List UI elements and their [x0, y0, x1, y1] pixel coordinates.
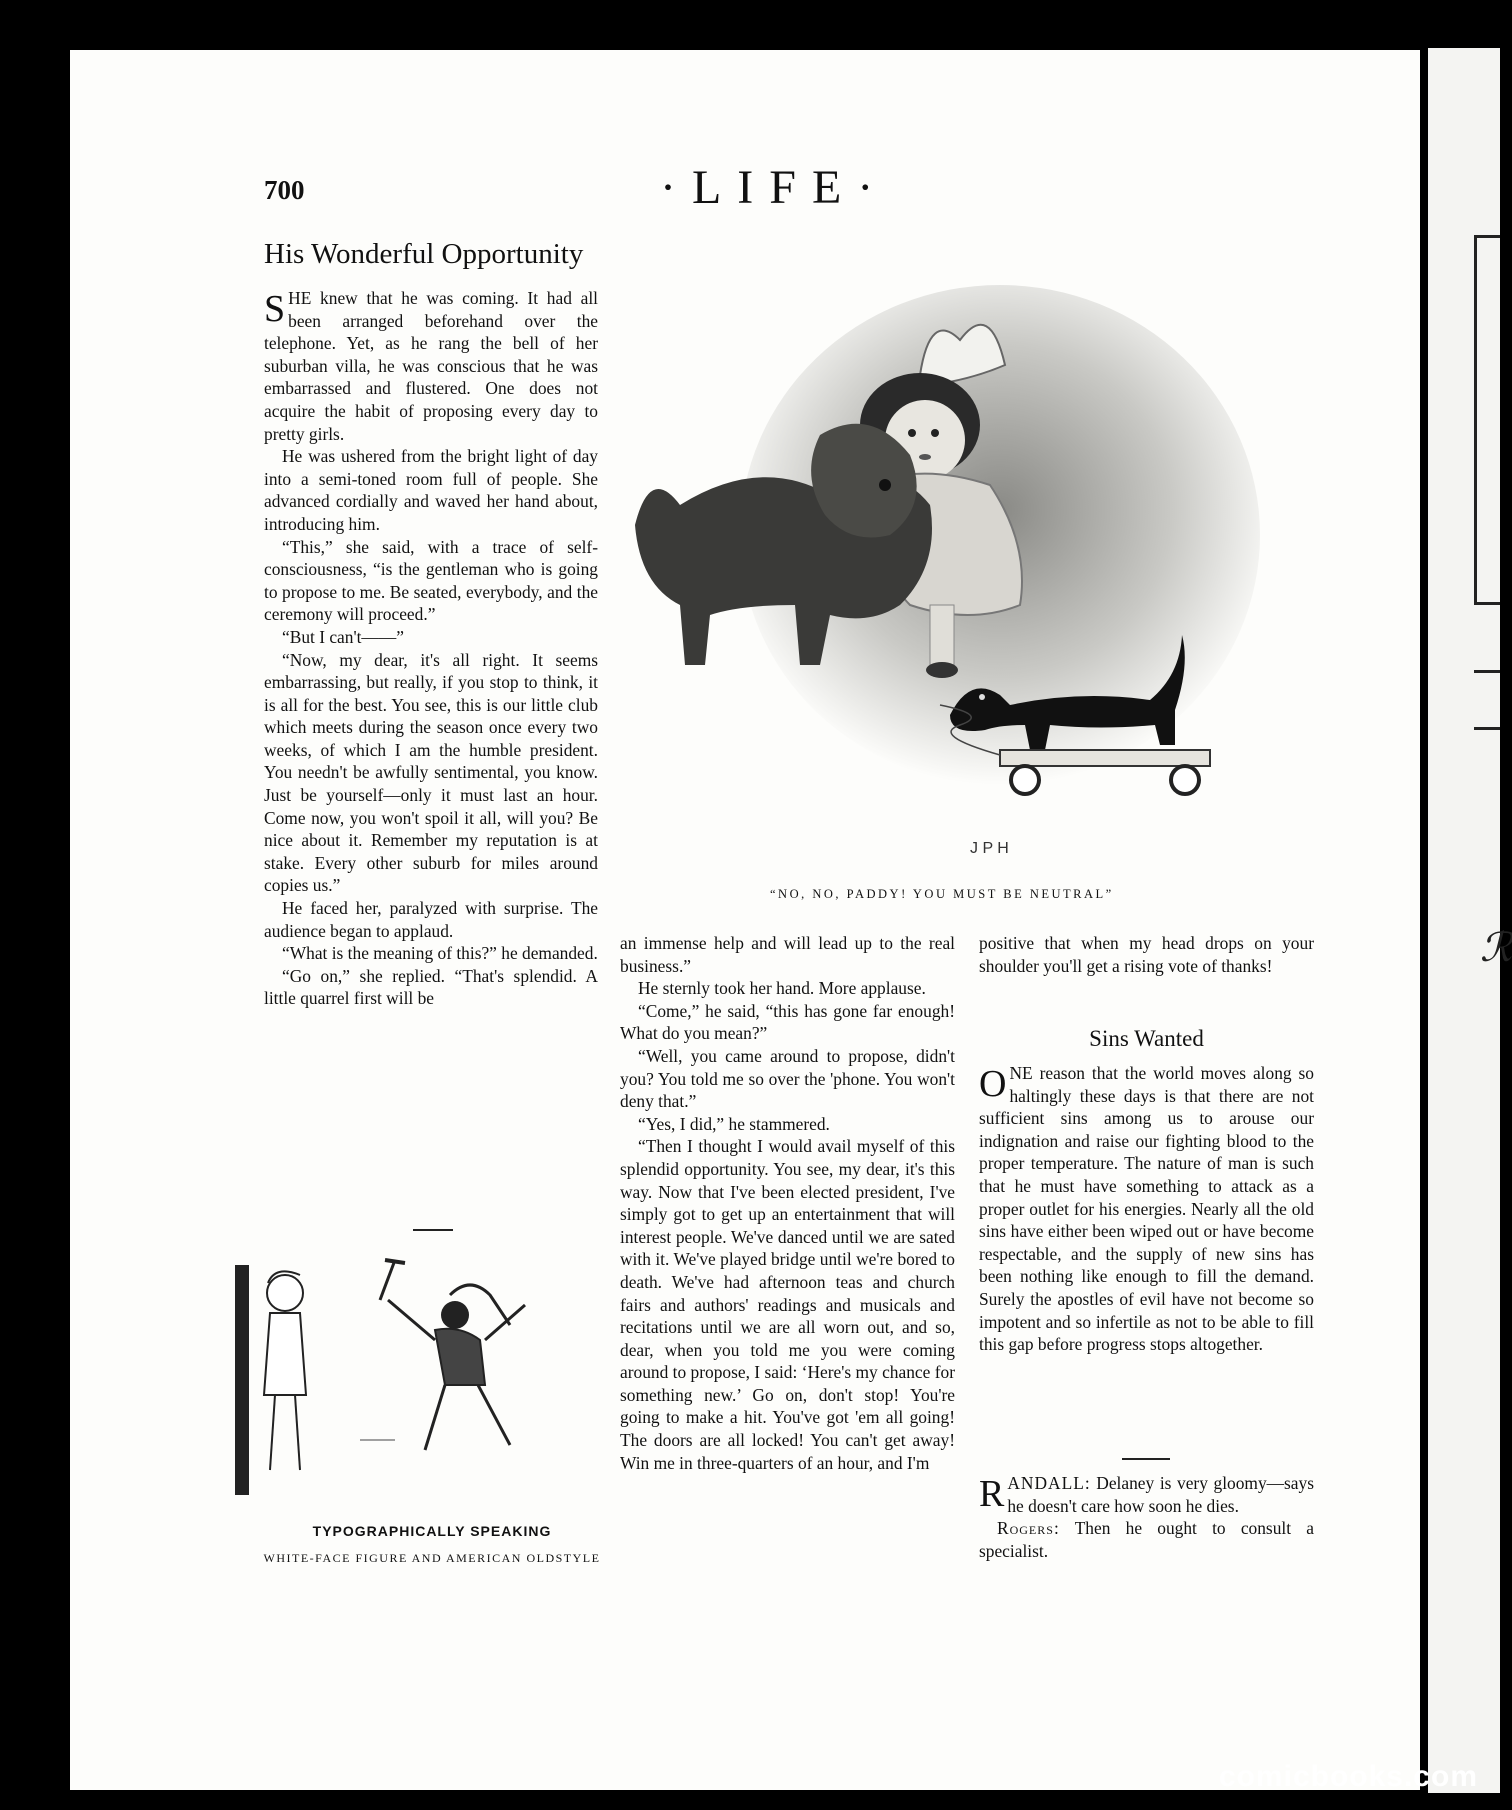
sins-wanted-title: Sins Wanted — [1089, 1026, 1204, 1051]
drop-cap: R — [979, 1473, 1005, 1515]
artist-signature: J P H — [970, 840, 1009, 857]
article-paragraph: He was ushered from the bright light of day into a semi-toned room full of people. She advanced cordially and waved her hand about, introducing him. — [264, 446, 598, 534]
article-paragraph: “This,” she said, with a trace of self- consciousness, “is the gentleman who is going to propose to me. Be seated, everybody, and the ceremony will proceed.” — [264, 536, 598, 625]
article-paragraph: “But I can't——” — [282, 626, 404, 647]
cartoon-subtitle: WHITE-FACE FIGURE AND AMERICAN OLDSTYLE — [263, 1551, 601, 1565]
watermark: comicbooks.com — [1218, 1760, 1478, 1793]
article-column-2 — [620, 932, 955, 1474]
article-paragraph: “Then I thought I would avail myself of this splendid opportunity. You see, my dear, it's this way. Now that I've been elected president, I've simply got to get up an entertainment that will interest people. We've danced until we are sated with it. We've played bridge until we're bored to death. We've had afternoon teas and church fairs and authors' readings and musicals and recitations until we are all worn out, and so, dear, when you told me you were coming around to propose, I said: ‘Here's my chance for something new.’ Go on, don't stop! You're going to make a hit. You've got 'em all going! The doors are all locked! You can't get away! Win me in three-quarters of an hour, and I'm — [620, 1136, 955, 1473]
joke-line-1: RANDALL: Delaney is very gloomy—says he doesn't care how soon he dies. — [979, 1473, 1314, 1516]
article-paragraph: He faced her, paralyzed with surprise. The audience began to applaud. — [264, 898, 598, 941]
drop-cap: S — [264, 288, 286, 330]
divider-rule — [1122, 1458, 1170, 1460]
article-paragraph: He sternly took her hand. More applause. — [638, 978, 926, 999]
article-paragraph: an immense help and will lead up to the real business.” — [620, 933, 955, 976]
divider-rule — [413, 1229, 453, 1231]
sins-wanted-body — [979, 1062, 1314, 1356]
article-title: His Wonderful Opportunity — [264, 238, 584, 270]
article-paragraph: “Yes, I did,” he stammered. — [638, 1113, 830, 1134]
speaker-name: ANDALL: — [1007, 1473, 1091, 1493]
article-paragraph: “Well, you came around to propose, didn't you? You told me so over the 'phone. You won't deny that.” — [620, 1045, 955, 1112]
article-column-3 — [979, 932, 1314, 977]
joke-line-2: Rogers: Then he ought to consult a specialist. — [979, 1518, 1314, 1561]
page-number: 700 — [264, 175, 305, 205]
facing-page-glyph: ℛ — [1480, 925, 1512, 971]
article-paragraph: “Now, my dear, it's all right. It seems embarrassing, but really, if you stop to think, it is all for the best. You see, this is our little club which meets during the season once every two weeks, of which I am the humble president. You needn't be awfully sentimental, you know. Just be yourself—only it must last an hour. Come now, you won't spoil it all, will you? Be nice about it. Remember my reputation is at stake. Every other suburb for miles around copies us.” — [264, 649, 598, 896]
article-paragraph: “Go on,” she replied. “That's splendid. A little quarrel first will be — [264, 965, 598, 1009]
article-paragraph: positive that when my head drops on your shoulder you'll get a rising vote of thanks! — [979, 933, 1314, 976]
joke-block — [979, 1472, 1314, 1562]
facing-page-mark — [1474, 670, 1500, 730]
drop-cap: O — [979, 1063, 1007, 1105]
masthead: ·LIFE· — [660, 161, 890, 214]
cartoon-title: TYPOGRAPHICALLY SPEAKING — [312, 1523, 552, 1539]
illustration-caption: “NO, NO, PADDY! YOU MUST BE NEUTRAL” — [770, 887, 1114, 901]
article-paragraph: “Come,” he said, “this has gone far enough! What do you mean?” — [620, 1000, 955, 1044]
facing-page-frame — [1474, 235, 1500, 605]
speaker-name: Rogers: — [997, 1518, 1060, 1539]
article-column-1 — [264, 287, 598, 1010]
article-paragraph: ONE reason that the world moves along so haltingly these days is that there are not sufficient sins among us to arouse our indignation and raise our fighting blood to the proper temperature. The nature of man is such that he must have something to attack as a proper outlet for his energies. Nearly all the old sins have either been wiped out or have become respectable, and the supply of new sins has been nothing like enough to fill the demand. Surely the apostles of evil have not become so impotent and so infertile as not to be able to fill this gap before progress stops altogether. — [979, 1063, 1314, 1355]
typographic-cartoon — [220, 1255, 620, 1505]
article-paragraph: “What is the meaning of this?” he demanded. — [282, 943, 598, 964]
child-with-dogs-illustration — [630, 305, 1300, 865]
article-paragraph: SHE knew that he was coming. It had all been arranged beforehand over the telephone. Yet, as he rang the bell of her suburban villa, he was conscious that he was embarrassed and flustered. One does not acquire the habit of proposing every day to pretty girls. — [264, 288, 598, 444]
